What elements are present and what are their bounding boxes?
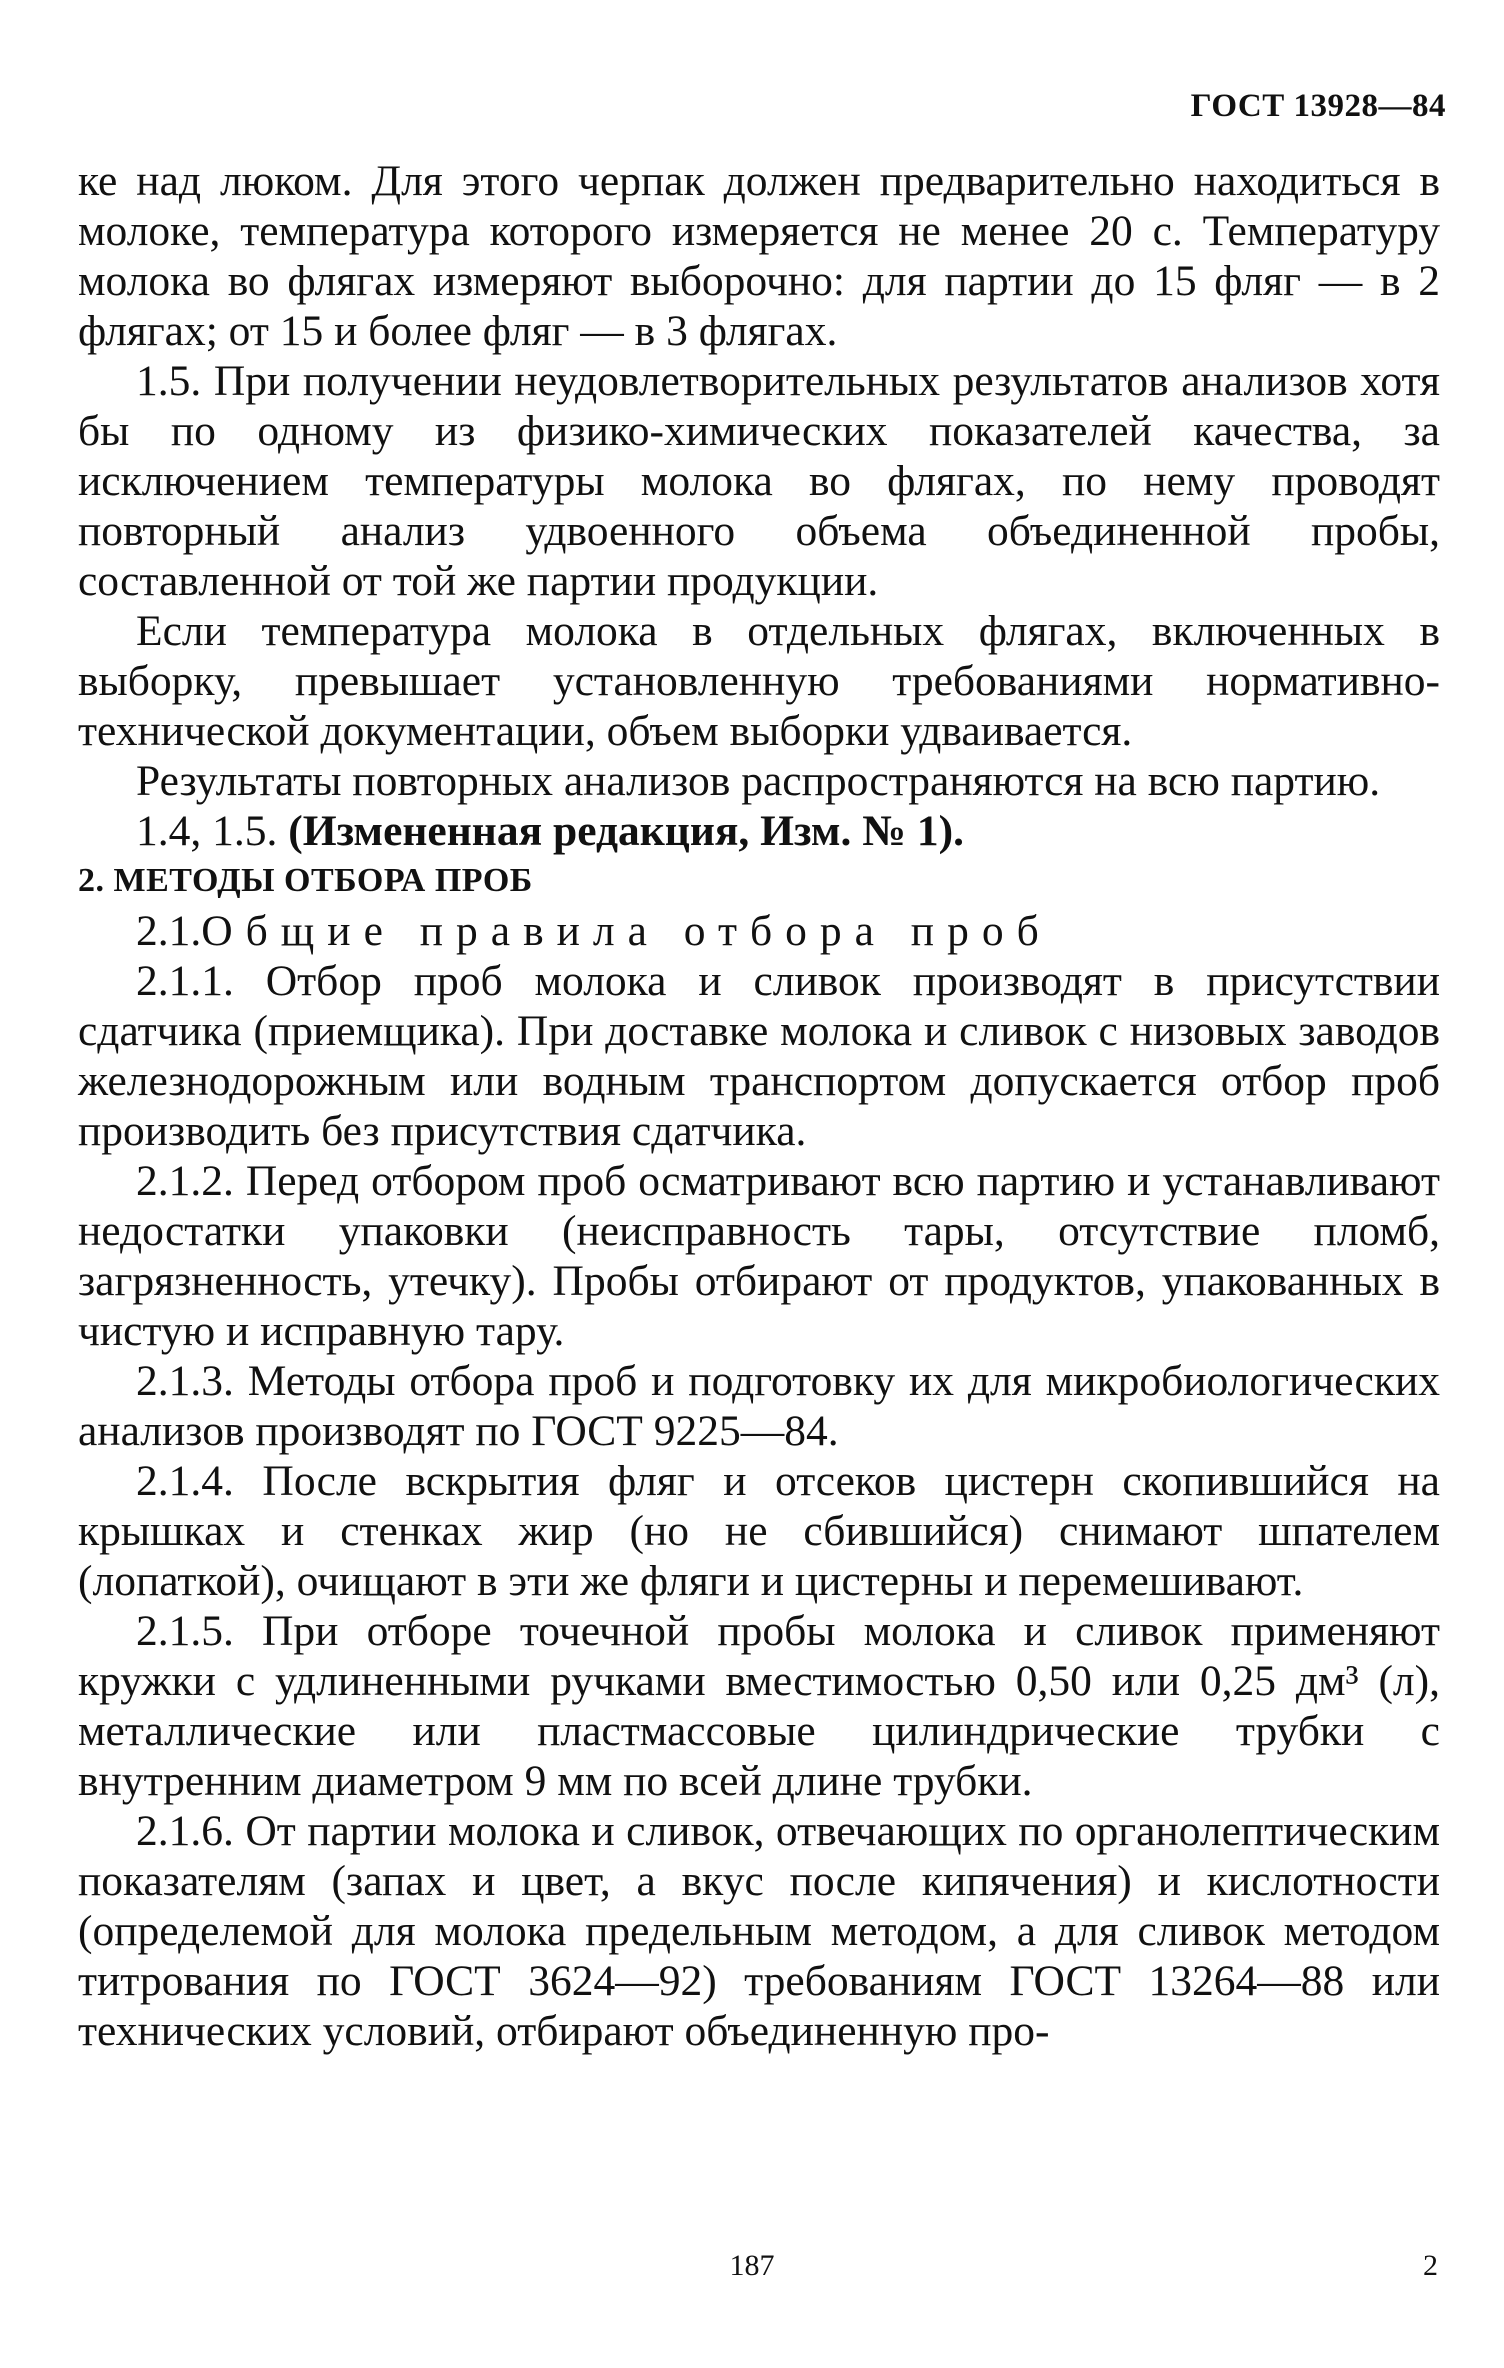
paragraph-repeat-results: Результаты повторных анализов распространяются на всю партию. (136, 757, 1381, 805)
paragraph-2-1-6: 2.1.6. От партии молока и сливок, отвечающих по органолептическим показателям (запах и цвет, а вкус после кипячения) и кислотности (определемой для молока предельным методом, а для сливок методом титрования по ГОСТ 3624—92) требованиям ГОСТ 13264—88 или технических условий, отбирают объединенную про- (78, 1807, 1440, 2055)
sheet-number: 2 (1423, 2249, 1438, 2282)
subsection-title: Общие правила отбора проб (201, 907, 1052, 955)
document-body (78, 156, 1440, 2056)
amendment-prefix: 1.4, 1.5. (136, 807, 289, 855)
paragraph-continuation: ке над люком. Для этого черпак должен предварительно находиться в молоке, температура которого измеряется не менее 20 с. Температуру молока во флягах измеряют выборочно: для партии до 15 фляг — в 2 флягах; от 15 и более фляг — в 3 флягах. (78, 157, 1440, 355)
paragraph-temperature-note: Если температура молока в отдельных флягах, включенных в выборку, превышает установленную требованиями нормативно-технической документации, объем выборки удваивается. (78, 607, 1440, 755)
page-number: 187 (729, 2249, 775, 2282)
paragraph-2-1-1: 2.1.1. Отбор проб молока и сливок производят в присутствии сдатчика (приемщика). При доставке молока и сливок с низовых заводов железнодорожным или водным транспортом допускается отбор проб производить без присутствия сдатчика. (78, 957, 1440, 1155)
paragraph-1-5: 1.5. При получении неудовлетворительных результатов анализов хотя бы по одному из физико-химических показателей качества, за исключением температуры молока во флягах, по нему проводят повторный анализ удвоенного объема объединенной пробы, составленной от той же партии продукции. (78, 357, 1440, 605)
section-title: 2. МЕТОДЫ ОТБОРА ПРОБ (78, 862, 533, 899)
paragraph-2-1-5: 2.1.5. При отборе точечной пробы молока и сливок применяют кружки с удлиненными ручками вместимостью 0,50 или 0,25 дм³ (л), металлические или пластмассовые цилиндрические трубки с внутренним диаметром 9 мм по всей длине трубки. (78, 1607, 1440, 1805)
page-header-standard: ГОСТ 13928—84 (1190, 88, 1446, 124)
amendment-note (78, 806, 1440, 856)
subsection-number: 2.1. (136, 907, 202, 955)
paragraph-2-1-4: 2.1.4. После вскрытия фляг и отсеков цистерн скопившийся на крышках и стенках жир (но не сбившийся) снимают шпателем (лопаткой), очищают в эти же фляги и цистерны и перемешивают. (78, 1457, 1440, 1605)
paragraph-2-1-2: 2.1.2. Перед отбором проб осматривают всю партию и устанавливают недостатки упаковки (неисправность тары, отсутствие пломб, загрязненность, утечку). Пробы отбирают от продуктов, упакованных в чистую и исправную тару. (78, 1157, 1440, 1355)
paragraph-2-1-3: 2.1.3. Методы отбора проб и подготовку их для микробиологических анализов производят по ГОСТ 9225—84. (78, 1357, 1440, 1455)
subsection-heading (78, 906, 1440, 956)
amendment-bold: (Измененная редакция, Изм. № 1). (288, 807, 964, 855)
